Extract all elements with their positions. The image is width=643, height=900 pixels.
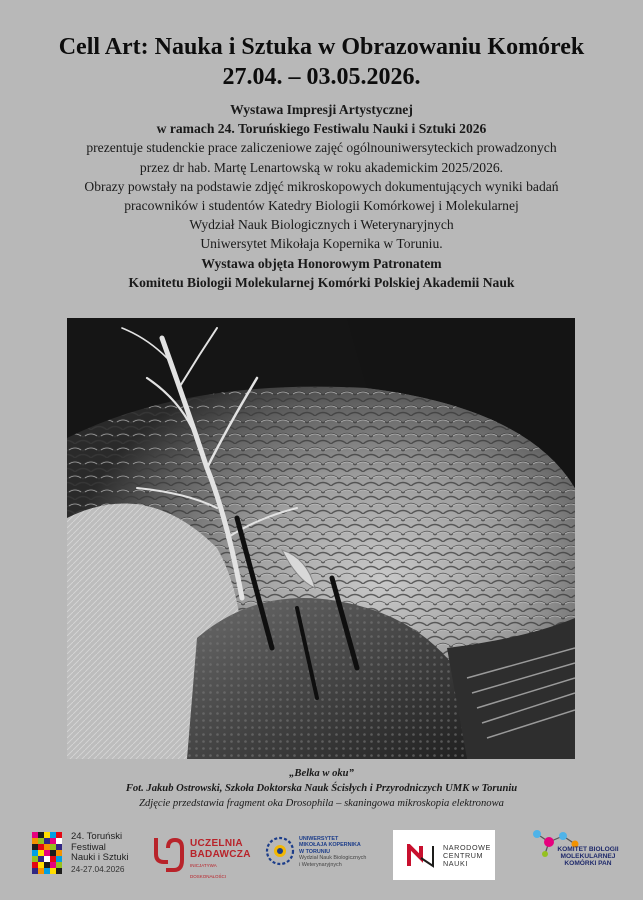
ub-subtitle: INICJATYWA DOSKONAŁOŚCI — [190, 863, 227, 879]
intro-line: prezentuje studenckie prace zaliczeniowe zajęć ogólnouniwersyteckich prowadzonych — [86, 140, 557, 156]
intro-line: Wydział Nauk Biologicznych i Weterynaryjnych — [189, 217, 454, 233]
sem-micrograph — [67, 318, 575, 759]
caption-title: „Belka w oku” — [289, 768, 354, 779]
ncn-logo[interactable] — [393, 826, 495, 886]
ncn-line: NARODOWE — [443, 843, 491, 852]
kbmk-line: MOLEKULARNEJ — [560, 853, 616, 861]
exhibition-dates: 27.04. – 03.05.2026. — [222, 64, 421, 90]
kbmk-line: KOMÓRKI PAN — [564, 860, 612, 868]
festival-mosaic-icon — [32, 832, 68, 874]
intro-line: pracowników i studentów Katedry Biologii Komórkowej i Molekularnej — [124, 198, 519, 214]
ub-line: BADAWCZA — [190, 849, 251, 860]
festival-name — [71, 832, 151, 874]
kbmk-line: KOMITET BIOLOGII — [557, 846, 619, 853]
intro-line: przez dr hab. Martę Lenartowską w roku akademickim 2025/2026. — [139, 159, 504, 175]
ub-name — [190, 838, 250, 882]
umk-faculty: Wydział Nauk Biologicznych — [299, 855, 367, 862]
caption-author: Fot. Jakub Ostrowski, Szkoła Doktorska Nauk Ścisłych i Przyrodniczych UMK w Toruniu — [125, 783, 518, 794]
ncn-background — [393, 830, 495, 880]
umk-name — [299, 836, 389, 868]
sponsor-logos — [0, 826, 643, 886]
uczelnia-badawcza-logo[interactable] — [152, 826, 252, 886]
patronage-line: Komitetu Biologii Molekularnej Komórki Polskiej Akademii Nauk — [128, 274, 515, 290]
festival-line: 24. Toruński — [71, 831, 123, 842]
umk-logo[interactable] — [265, 826, 385, 886]
caption-note: Zdjęcie przedstawia fragment oka Drosophila – skaningowa mikroskopia elektronowa — [139, 798, 504, 809]
umk-line: W TORUNIU — [299, 848, 331, 855]
intro-line: Wystawa Impresji Artystycznej — [230, 102, 413, 117]
umk-faculty: i Weterynaryjnych — [299, 861, 342, 868]
festival-line: Festiwal — [71, 841, 106, 853]
patronage-line: Wystawa objęta Honorowym Patronatem — [201, 255, 442, 271]
ncn-emblem-icon — [407, 844, 437, 868]
ub-line: UCZELNIA — [190, 838, 243, 849]
umk-line: MIKOŁAJA KOPERNIKA — [299, 842, 361, 849]
festival-line: Nauki i Sztuki — [71, 852, 129, 864]
kbmk-name — [533, 846, 643, 868]
poster-title: Cell Art: Nauka i Sztuka w Obrazowaniu Komórek — [58, 34, 585, 60]
intro-line: w ramach 24. Toruńskiego Festiwalu Nauki i Sztuki 2026 — [156, 121, 487, 137]
ub-emblem-icon — [152, 834, 186, 876]
photo-caption — [0, 766, 643, 811]
intro-line: Obrazy powstały na podstawie zdjęć mikroskopowych dokumentujących wyniki badań — [84, 178, 559, 194]
komitet-biologii-logo[interactable] — [505, 826, 640, 886]
ncn-line: NAUKI — [443, 859, 468, 868]
umk-line: UNIWERSYTET — [299, 836, 339, 842]
festival-logo[interactable] — [32, 826, 157, 886]
festival-dates: 24-27.04.2026 — [71, 863, 125, 874]
umk-emblem-icon — [265, 836, 295, 866]
ncn-line: CENTRUM — [443, 851, 484, 860]
intro-line: Uniwersytet Mikołaja Kopernika w Toruniu. — [200, 236, 443, 252]
ncn-name — [443, 844, 495, 868]
sem-micrograph-fly-eye — [67, 318, 575, 759]
intro-text — [0, 100, 643, 292]
